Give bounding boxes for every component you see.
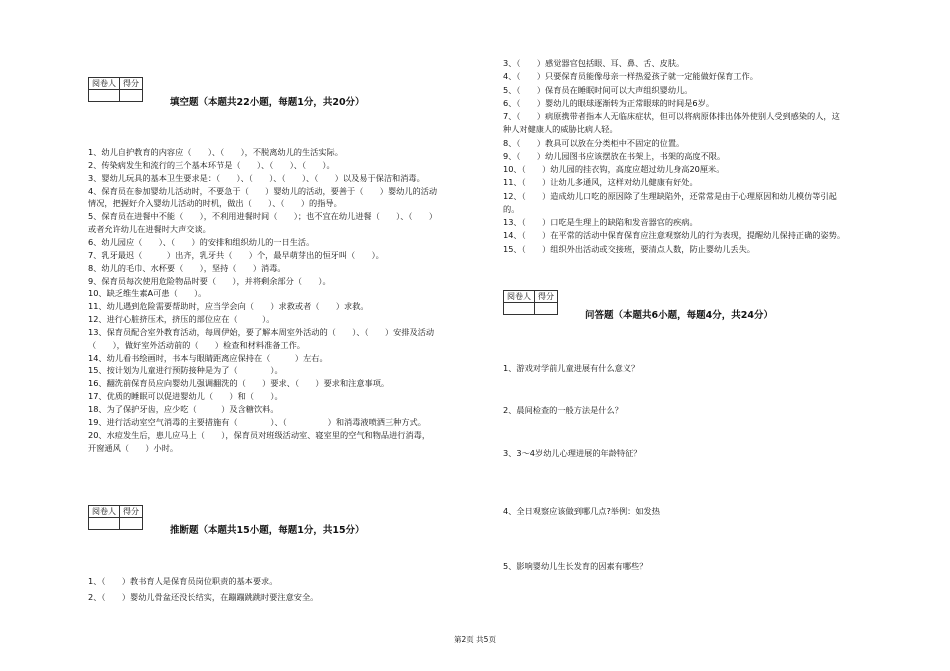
question-line: 13、保育员配合室外教育活动，每周伊始，要了解本周室外活动的（ ）、（ ）安排及活动: [88, 326, 435, 337]
reviewer-label: 阅卷人: [89, 506, 120, 518]
question-line: 10、缺乏维生素A可患（ ）。: [88, 288, 207, 299]
question-line: 13、（ ）口吃是生理上的缺陷和发音器官的疾病。: [503, 217, 698, 227]
question-line: 10、（ ）幼儿园的挂衣钩，高度应超过幼儿身高20厘米。: [503, 164, 725, 174]
question-line: 14、（ ）在平常的活动中保育保育应注意观察幼儿的行为表现，提醒幼儿保持正确的姿势。: [503, 230, 846, 241]
question-line: 2、（ ）婴幼儿骨盆还没长结实，在蹦蹦跳跳时要注意安全。: [88, 592, 319, 602]
question-line: 3、婴幼儿玩具的基本卫生要求是：（ ）、（ ）、（ ）、（ ）以及易于保洁和消毒。: [88, 172, 425, 183]
reviewer-label: 阅卷人: [89, 78, 120, 90]
question-line: 3、3～4岁幼儿心理进展的年龄特征？: [503, 448, 642, 458]
question-line: 或者允许幼儿在进餐时大声交谈。: [88, 224, 211, 235]
question-line: 1、（ ）教书育人是保育员岗位职责的基本要求。: [88, 576, 278, 586]
question-line: 的。: [503, 203, 520, 214]
question-line: 15、按计划为儿童进行预防接种是为了（ ）。: [88, 365, 283, 376]
question-line: 2、传染病发生和流行的三个基本环节是（ ）、（ ）、（ ）。: [88, 159, 335, 170]
question-line: 2、晨间检查的一般方法是什么？: [503, 405, 623, 415]
question-line: 8、（ ）教具可以放在分类柜中不固定的位置。: [503, 137, 685, 148]
question-line: 6、幼儿园应（ ）、（ ）的安排和组织幼儿的一日生活。: [88, 236, 315, 247]
question-line: 11、（ ）让幼儿多通风，这样对幼儿健康有好处。: [503, 177, 698, 188]
score-box-1: [88, 77, 143, 102]
question-line: 9、（ ）幼儿园图书应该摆放在书架上，书架的高度不限。: [503, 150, 726, 161]
question-line: 16、翻洗前保育员应向婴幼儿强调翻洗的（ ）要求、（ ）要求和注意事项。: [88, 378, 390, 389]
question-line: 种人对健康人的威胁比病人轻。: [503, 124, 618, 135]
question-line: 4、（ ）只要保育员能像母亲一样热爱孩子就一定能做好保育工作。: [503, 71, 758, 82]
question-line: 19、进行活动室空气消毒的主要措施有（ ）、（ ）和消毒液喷洒三种方式。: [88, 416, 426, 427]
score-box-2: [88, 505, 143, 530]
question-line: 5、保育员在进餐中不能（ ），不利用进餐时间（ ）；也不宜在幼儿进餐（ ）、（ ）: [88, 211, 438, 222]
question-line: 11、幼儿遇到危险需要帮助时，应当学会向（ ）求救或者（ ）求救。: [88, 301, 369, 312]
section-title-qa: 问答题（本题共6小题，每题4分，共24分）: [585, 310, 773, 321]
section-title-fill-blank: 填空题（本题共22小题，每题1分，共20分）: [170, 97, 365, 108]
score-box-3: [503, 290, 558, 315]
question-line: 15、（ ）组织外出活动或交接班，要清点人数，防止婴幼儿丢失。: [503, 243, 755, 254]
question-line: 4、保育员在参加婴幼儿活动时，不要急于（ ）婴幼儿的活动，要善于（ ）婴幼儿的活动: [88, 185, 438, 196]
question-line: 20、水痘发生后，患儿应马上（ ），保育员对班级活动室、寝室里的空气和物品进行消毒，: [88, 429, 431, 440]
question-line: 12、（ ）造成幼儿口吃的原因除了生理缺陷外，还常常是由于心理原因和幼儿模仿等引起: [503, 190, 837, 201]
score-label: 得分: [120, 78, 143, 90]
question-line: 5、影响婴幼儿生长发育的因素有哪些？: [503, 561, 648, 571]
question-line: 14、幼儿看书绘画时，书本与眼睛距离应保持在（ ）左右。: [88, 352, 328, 363]
score-label: 得分: [535, 291, 558, 303]
reviewer-label: 阅卷人: [504, 291, 535, 303]
question-line: 12、进行心脏挤压术，挤压的部位应在（ ）。: [88, 314, 275, 325]
question-line: 3、（ ）感觉器官包括眼、耳、鼻、舌、皮肤。: [503, 58, 685, 68]
question-line: 情况，把握好介入婴幼儿活动的时机，做出（ ）、（ ）的指导。: [88, 198, 342, 209]
section-title-judgement: 推断题（本题共15小题，每题1分，共15分）: [170, 525, 365, 536]
question-line: 6、（ ）婴幼儿的眼球逐渐转为正常眼球的时间是6岁。: [503, 97, 715, 108]
question-line: 7、（ ）病原携带者指本人无临床症状，但可以将病原体排出体外使别人受到感染的人，这: [503, 111, 840, 121]
question-line: 4、全日观察应该做到哪几点?举例：如发热: [503, 506, 660, 516]
question-line: 1、幼儿自护教育的内容应（ ）、（ ），不脱离幼儿的生活实际。: [88, 147, 343, 157]
question-line: 8、幼儿的毛巾、水杯要（ ），坚持（ ）消毒。: [88, 262, 286, 273]
question-line: 9、保育员每次使用危险物品时要（ ），并将剩余部分（ ）。: [88, 275, 331, 286]
page-footer: 第2页 共5页: [454, 635, 496, 644]
question-line: 7、乳牙最迟（ ）出齐，乳牙共（ ）个，最早萌芽出的恒牙叫（ ）。: [88, 249, 384, 260]
question-line: 18、为了保护牙齿，应少吃（ ）及含糖饮料。: [88, 404, 279, 414]
question-line: 1、游戏对学前儿童进展有什么意义？: [503, 363, 640, 373]
question-line: 17、优质的睡眠可以促进婴幼儿（ ）和（ ）。: [88, 391, 283, 402]
score-label: 得分: [120, 506, 143, 518]
question-line: 5、（ ）保育员在睡眠时间可以大声组织婴幼儿。: [503, 84, 693, 95]
question-line: （ ），做好室外活动前的（ ）检查和材料准备工作。: [88, 339, 305, 350]
question-line: 开窗通风（ ）小时。: [88, 442, 179, 453]
